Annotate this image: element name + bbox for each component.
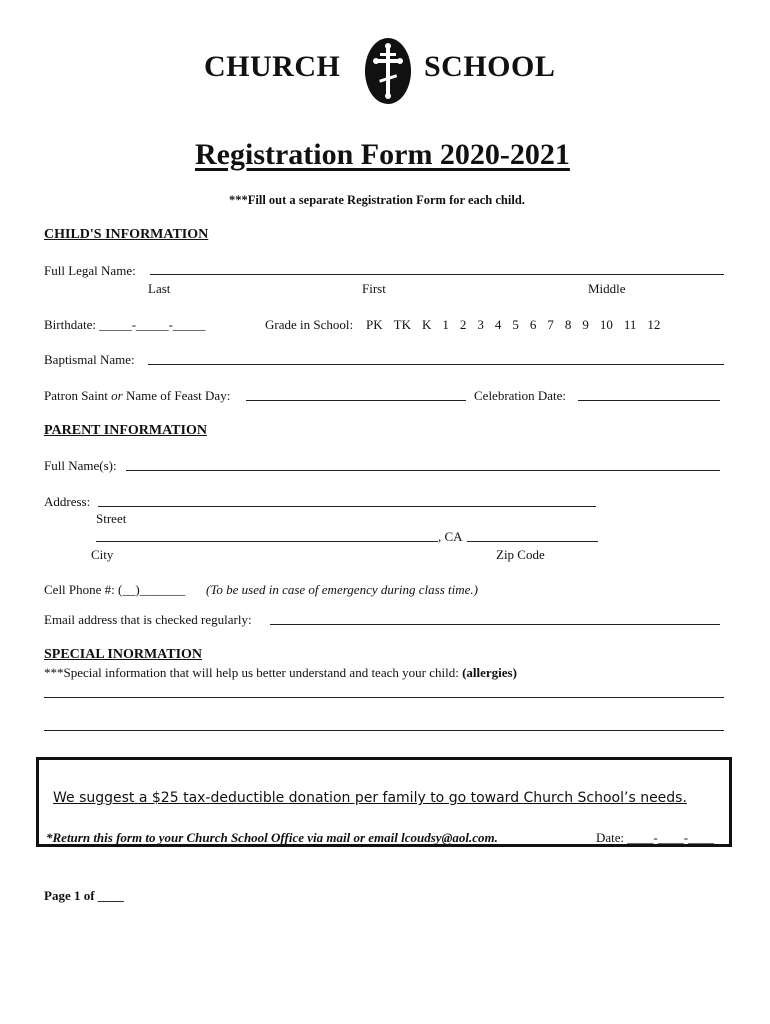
parent-names-label: Full Name(s): bbox=[44, 458, 117, 473]
special-information-heading: SPECIAL INORMATION bbox=[44, 647, 203, 662]
cross-logo-icon bbox=[364, 37, 412, 105]
cell-phone-field[interactable]: Cell Phone #: (__)_______ bbox=[44, 582, 186, 597]
email-field[interactable] bbox=[270, 624, 720, 625]
first-name-caption: First bbox=[362, 281, 386, 296]
zip-code-caption: Zip Code bbox=[496, 547, 545, 562]
full-legal-name-label: Full Legal Name: bbox=[44, 263, 136, 278]
grade-option[interactable]: 4 bbox=[494, 317, 502, 332]
city-caption: City bbox=[91, 547, 114, 562]
grade-option[interactable]: 3 bbox=[477, 317, 484, 332]
cell-phone-note: (To be used in case of emergency during class time.) bbox=[206, 582, 478, 597]
last-name-caption: Last bbox=[148, 281, 171, 296]
grade-option[interactable]: 2 bbox=[459, 317, 467, 332]
grade-option[interactable]: 9 bbox=[582, 317, 589, 332]
grade-option[interactable]: 7 bbox=[547, 317, 554, 332]
grade-option[interactable]: K bbox=[421, 317, 432, 332]
page-number: Page 1 of ____ bbox=[44, 888, 124, 903]
patron-saint-label: Patron Saint or Name of Feast Day: bbox=[44, 388, 231, 403]
grade-option[interactable]: 10 bbox=[599, 317, 613, 332]
instruction-note: ***Fill out a separate Registration Form for each child. bbox=[229, 193, 525, 207]
street-caption: Street bbox=[96, 511, 127, 526]
full-legal-name-field[interactable] bbox=[150, 274, 724, 275]
parent-information-heading: PARENT INFORMATION bbox=[44, 423, 207, 438]
celebration-date-label: Celebration Date: bbox=[474, 388, 567, 403]
grade-option[interactable]: 11 bbox=[623, 317, 637, 332]
grade-label: Grade in School: bbox=[265, 317, 354, 332]
city-field[interactable] bbox=[96, 541, 438, 542]
grade-options bbox=[366, 317, 671, 333]
grade-option[interactable]: 5 bbox=[512, 317, 519, 332]
return-instructions: *Return this form to your Church School Office via mail or email lcoudsy@aol.com. bbox=[46, 830, 498, 845]
header-church: CHURCH bbox=[204, 50, 341, 83]
grade-option[interactable]: 6 bbox=[529, 317, 537, 332]
street-field[interactable] bbox=[98, 506, 596, 507]
state-ca-text: , CA bbox=[438, 529, 463, 544]
header-school: SCHOOL bbox=[424, 50, 556, 83]
parent-names-field[interactable] bbox=[126, 470, 720, 471]
grade-option[interactable]: 12 bbox=[647, 317, 661, 332]
grade-option[interactable]: 1 bbox=[442, 317, 449, 332]
page-title: Registration Form 2020-2021 bbox=[195, 138, 570, 171]
special-information-text: ***Special information that will help us better understand and teach your child: (allergies) bbox=[44, 665, 517, 680]
donation-suggestion: We suggest a $25 tax-deductible donation per family to go toward Church School’s needs. bbox=[53, 790, 687, 806]
baptismal-name-label: Baptismal Name: bbox=[44, 352, 135, 367]
zip-code-field[interactable] bbox=[467, 541, 598, 542]
email-label: Email address that is checked regularly: bbox=[44, 612, 252, 627]
childs-information-heading: CHILD'S INFORMATION bbox=[44, 227, 209, 242]
address-label: Address: bbox=[44, 494, 91, 509]
date-field[interactable]: Date: ____-____-____ bbox=[596, 830, 715, 845]
grade-option[interactable]: PK bbox=[366, 317, 383, 332]
special-info-line-1[interactable] bbox=[44, 697, 724, 698]
celebration-date-field[interactable] bbox=[578, 400, 720, 401]
middle-name-caption: Middle bbox=[588, 281, 626, 296]
grade-option[interactable]: TK bbox=[393, 317, 411, 332]
patron-saint-field[interactable] bbox=[246, 400, 466, 401]
birthdate-field[interactable]: Birthdate: _____-_____-_____ bbox=[44, 317, 206, 332]
grade-option[interactable]: 8 bbox=[564, 317, 572, 332]
special-info-line-2[interactable] bbox=[44, 730, 724, 731]
baptismal-name-field[interactable] bbox=[148, 364, 724, 365]
